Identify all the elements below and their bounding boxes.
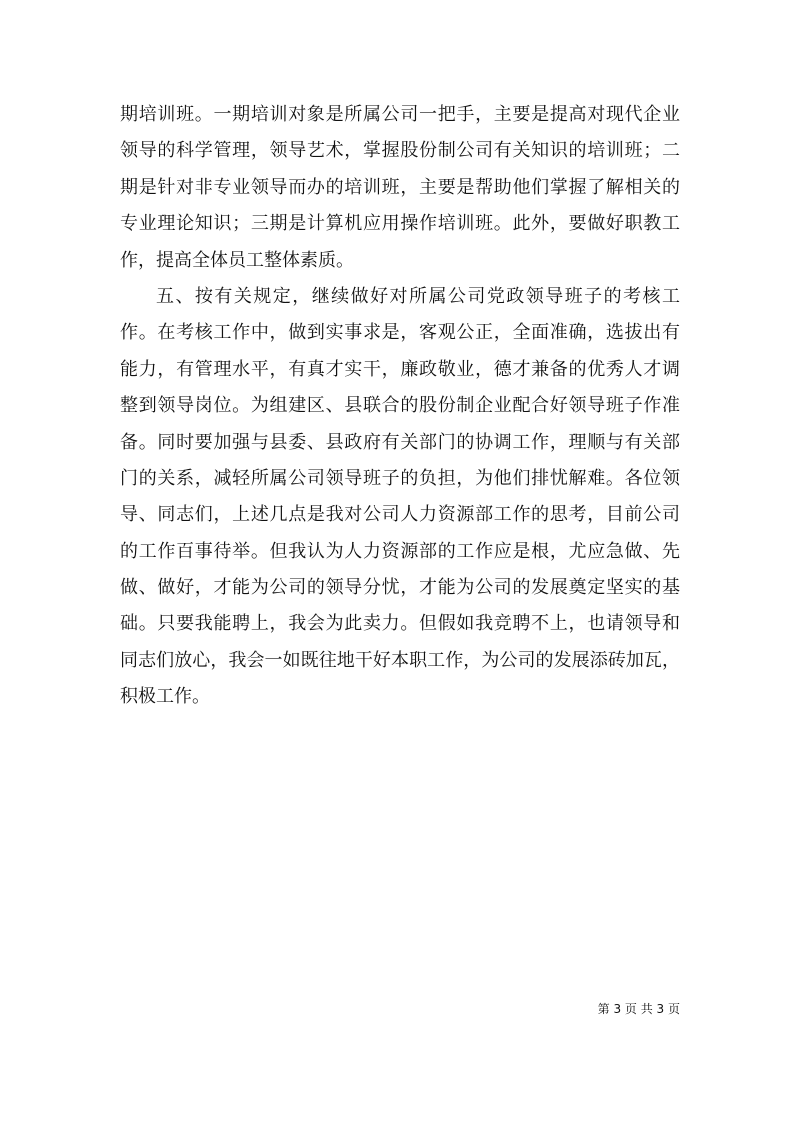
text-line: 积极工作。 — [120, 686, 210, 708]
text-line: 导、同志们，上述几点是我对公司人力资源部工作的思考，目前公司 — [120, 504, 680, 526]
text-line: 五、按有关规定，继续做好对所属公司党政领导班子的考核工 — [156, 285, 680, 307]
text-line: 的工作百事待举。但我认为人力资源部的工作应是根，尤应急做、先 — [120, 540, 680, 562]
text-line: 领导的科学管理，领导艺术，掌握股份制公司有关知识的培训班；二 — [120, 140, 680, 162]
text-line: 专业理论知识；三期是计算机应用操作培训班。此外，要做好职教工 — [120, 213, 680, 235]
text-line: 础。只要我能聘上，我会为此卖力。但假如我竞聘不上，也请领导和 — [120, 613, 680, 635]
text-line: 同志们放心，我会一如既往地干好本职工作，为公司的发展添砖加瓦， — [120, 649, 680, 671]
text-line: 期培训班。一期培训对象是所属公司一把手，主要是提高对现代企业 — [120, 104, 680, 125]
paragraph-training — [120, 97, 680, 279]
text-line: 能力，有管理水平，有真才实干，廉政敬业，德才兼备的优秀人才调 — [120, 358, 680, 380]
text-line: 做、做好，才能为公司的领导分忧，才能为公司的发展奠定坚实的基 — [120, 577, 680, 599]
page-number: 第 3 页 共 3 页 — [597, 1002, 680, 1016]
text-line: 备。同时要加强与县委、县政府有关部门的协调工作，理顺与有关部 — [120, 431, 680, 453]
text-line: 期是针对非专业领导而办的培训班，主要是帮助他们掌握了解相关的 — [120, 176, 680, 198]
paragraph-assessment — [120, 279, 680, 716]
text-line: 作。在考核工作中，做到实事求是，客观公正，全面准确，选拔出有 — [120, 322, 680, 344]
text-line: 作，提高全体员工整体素质。 — [120, 249, 354, 271]
document-body — [120, 97, 680, 716]
text-line: 门的关系，减轻所属公司领导班子的负担，为他们排忧解难。各位领 — [120, 467, 680, 489]
text-line: 整到领导岗位。为组建区、县联合的股份制企业配合好领导班子作准 — [120, 395, 680, 417]
